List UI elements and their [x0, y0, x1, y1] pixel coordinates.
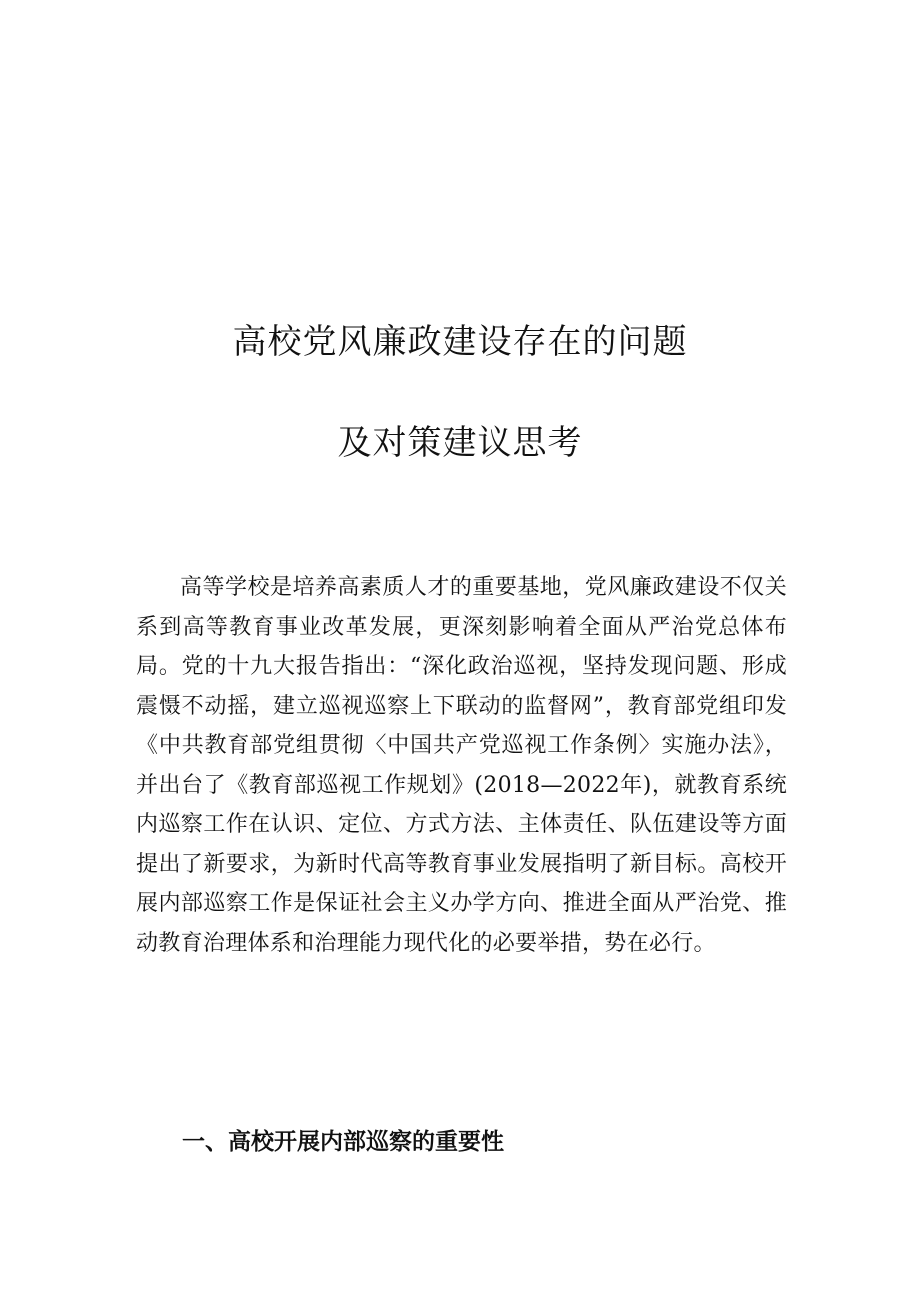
document-title-line-1: 高校党风廉政建设存在的问题 — [232, 322, 688, 362]
section-1-heading: 一、高校开展内部巡察的重要性 — [182, 1129, 504, 1155]
intro-paragraph: 高等学校是培养高素质人才的重要基地，党风廉政建设不仅关系到高等教育事业改革发展，更深刻影响着全面从严治党总体布局。党的十九大报告指出：“深化政治巡视，坚持发现问题、形成震慑不动摇，建立巡视巡察上下联动的监督网”，教育部党组印发《中共教育部党组贯彻〈中国共产党巡视工作条例〉实施办法》，并出台了《教育部巡视工作规划》(2018—2022年)，就教育系统内巡察工作在认识、定位、方式方法、主体责任、队伍建设等方面提出了新要求，为新时代高等教育事业发展指明了新目标。高校开展内部巡察工作是保证社会主义办学方向、推进全面从严治党、推动教育治理体系和治理能力现代化的必要举措，势在必行。 — [136, 575, 787, 956]
document-title-line-2: 及对策建议思考 — [337, 423, 583, 463]
